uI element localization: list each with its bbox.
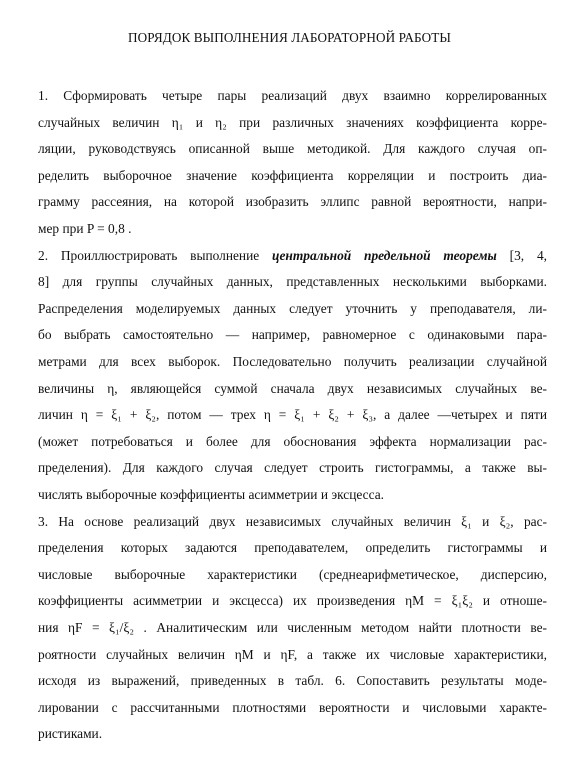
text-line: (может потребоваться и более для обоснования эффекта нормализации рас- — [38, 433, 547, 449]
page-title: ПОРЯДОК ВЫПОЛНЕНИЯ ЛАБОРАТОРНОЙ РАБОТЫ — [128, 30, 451, 45]
emphasized-term: центральной предельной теоремы — [272, 247, 497, 263]
text-line: величины η, являющейся суммой сначала двух независимых случайных ве- — [38, 380, 547, 396]
text-line: роятности случайных величин ηM и ηF, а также их числовые характеристики, — [38, 646, 547, 662]
text-line: ния ηF = ξ₁/ξ₂ . Аналитическим или численным методом найти плотности ве- — [38, 620, 547, 635]
text-line: Распределения моделируемых данных следует уточнить у преподавателя, ли- — [38, 300, 547, 316]
text-line: ределить выборочное значение коэффициента корреляции и построить диа- — [38, 167, 547, 183]
text-line: пределения). Для каждого случая следует строить гистограммы, а также вы- — [38, 460, 547, 476]
text-line: ристиками. — [38, 726, 103, 742]
text-line: метрами для всех выборок. Последовательно получить реализации случайной — [38, 354, 547, 369]
text-segment: [3, 4, — [496, 247, 547, 263]
text-line: бо выбрать самостоятельно — например, равномерное с одинаковыми пара- — [38, 327, 547, 343]
text-line: ляции, руководствуясь описанной выше методикой. Для каждого случая оп- — [38, 141, 547, 157]
text-line — [38, 248, 547, 264]
text-segment: 2. Проиллюстрировать выполнение — [38, 247, 273, 263]
text-line: исходя из выражений, приведенных в табл. 6. Сопоставить результаты моде- — [38, 673, 547, 689]
text-line: 3. На основе реализаций двух независимых случайных величин ξ₁ и ξ₂, рас- — [38, 513, 547, 529]
text-line: мер при P = 0,8 . — [38, 221, 132, 236]
text-line: числовые выборочные характеристики (среднеарифметическое, дисперсию, — [38, 566, 547, 582]
text-line: числять выборочные коэффициенты асимметрии и эксцесса. — [38, 487, 384, 502]
text-line: лировании с рассчитанными плотностями вероятности и числовыми характе- — [38, 699, 547, 715]
text-line: пределения которых задаются преподавателем, определить гистограммы и — [38, 540, 547, 556]
text-line: личин η = ξ₁ + ξ₂, потом — трех η = ξ₁ + ξ₂ + ξ₃, а далее —четырех и пяти — [38, 407, 547, 423]
text-line: коэффициенты асимметрии и эксцесса) их произведения ηM = ξ₁ξ₂ и отноше- — [38, 593, 547, 609]
text-line: 1. Сформировать четыре пары реализаций двух взаимно коррелированных — [38, 88, 547, 103]
text-line: 8] для группы случайных данных, представленных несколькими выборками. — [38, 274, 547, 290]
text-line: грамму рассеяния, на которой изобразить эллипс равной вероятности, напри- — [38, 194, 547, 210]
text-line: случайных величин η₁ и η₂ при различных значениях коэффициента корре- — [38, 114, 547, 130]
